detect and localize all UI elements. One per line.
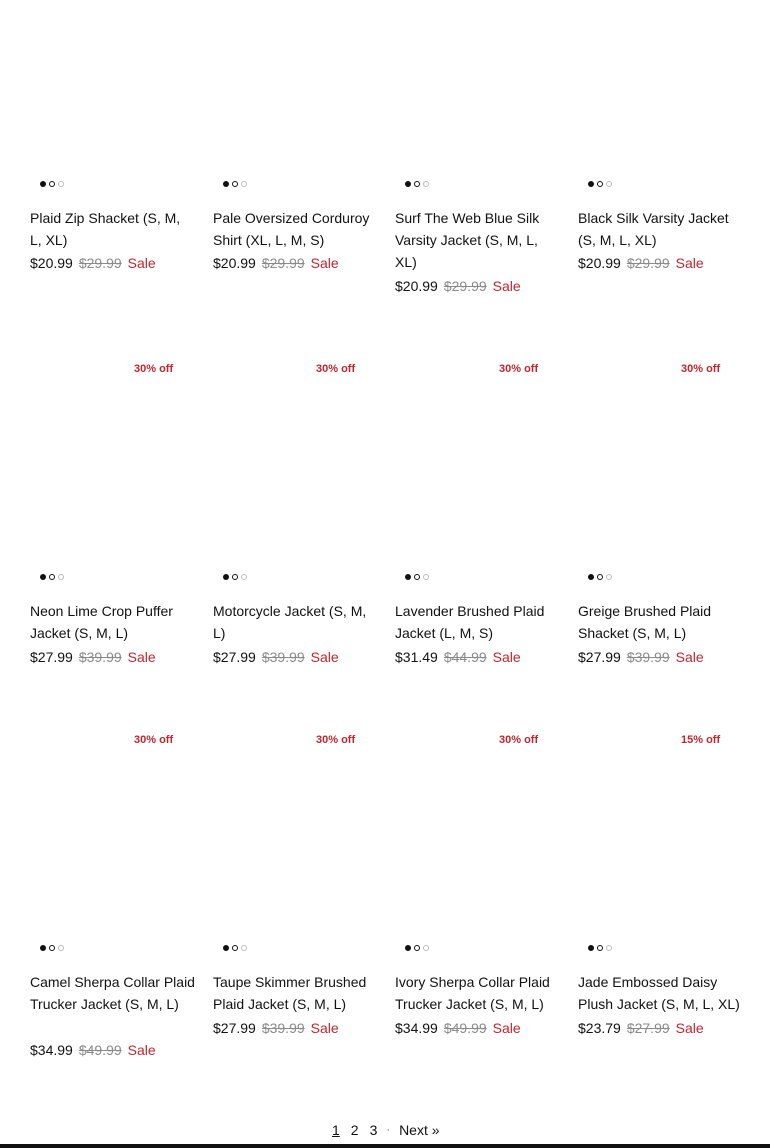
image-carousel-dots[interactable] bbox=[40, 574, 64, 580]
product-title[interactable]: Neon Lime Crop Puffer Jacket (S, M, L) bbox=[30, 603, 173, 641]
sale-price: $34.99 bbox=[30, 1042, 73, 1058]
image-carousel-dots[interactable] bbox=[223, 945, 247, 951]
product-price bbox=[578, 1020, 704, 1036]
product-price bbox=[30, 649, 156, 665]
carousel-dot-active-icon[interactable] bbox=[405, 574, 411, 580]
pagination bbox=[332, 1122, 440, 1138]
image-carousel-dots[interactable] bbox=[223, 181, 247, 187]
sale-label: Sale bbox=[127, 1042, 156, 1058]
carousel-dot-icon[interactable] bbox=[49, 945, 55, 951]
carousel-dot-icon[interactable] bbox=[423, 181, 429, 187]
carousel-dot-active-icon[interactable] bbox=[588, 945, 594, 951]
carousel-dot-icon[interactable] bbox=[414, 945, 420, 951]
carousel-dot-active-icon[interactable] bbox=[405, 181, 411, 187]
sale-label: Sale bbox=[492, 649, 521, 665]
carousel-dot-icon[interactable] bbox=[232, 574, 238, 580]
discount-badge: 30% off bbox=[499, 363, 539, 375]
next-page-link[interactable]: Next » bbox=[399, 1122, 440, 1138]
carousel-dot-icon[interactable] bbox=[58, 945, 64, 951]
sale-price: $23.79 bbox=[578, 1020, 621, 1036]
carousel-dot-icon[interactable] bbox=[606, 574, 612, 580]
discount-badge: 15% off bbox=[681, 734, 721, 746]
product-price bbox=[578, 649, 704, 665]
product-price bbox=[30, 1042, 156, 1058]
compare-price: $39.99 bbox=[78, 649, 122, 665]
sale-label: Sale bbox=[310, 649, 339, 665]
product-title[interactable]: Jade Embossed Daisy Plush Jacket (S, M, L, XL) bbox=[578, 974, 740, 1012]
carousel-dot-active-icon[interactable] bbox=[223, 181, 229, 187]
sale-price: $20.99 bbox=[213, 255, 256, 271]
sale-price: $20.99 bbox=[578, 255, 621, 271]
carousel-dot-icon[interactable] bbox=[241, 181, 247, 187]
product-price bbox=[213, 255, 339, 271]
carousel-dot-icon[interactable] bbox=[58, 574, 64, 580]
product-title[interactable]: Taupe Skimmer Brushed Plaid Jacket (S, M, L) bbox=[213, 974, 367, 1012]
compare-price: $49.99 bbox=[78, 1042, 122, 1058]
product-title[interactable]: Motorcycle Jacket (S, M, L) bbox=[213, 603, 367, 641]
sale-price: $27.99 bbox=[213, 649, 256, 665]
carousel-dot-icon[interactable] bbox=[597, 181, 603, 187]
product-title[interactable]: Plaid Zip Shacket (S, M, L, XL) bbox=[30, 210, 181, 248]
bottom-bar bbox=[0, 1144, 770, 1148]
sale-label: Sale bbox=[675, 649, 704, 665]
image-carousel-dots[interactable] bbox=[588, 181, 612, 187]
carousel-dot-icon[interactable] bbox=[49, 574, 55, 580]
product-title[interactable]: Black Silk Varsity Jacket (S, M, L, XL) bbox=[578, 210, 729, 248]
product-title[interactable]: Ivory Sherpa Collar Plaid Trucker Jacket (S, M, L) bbox=[395, 974, 550, 1012]
product-price bbox=[395, 278, 521, 294]
compare-price: $49.99 bbox=[443, 1020, 487, 1036]
product-title[interactable]: Pale Oversized Corduroy Shirt (XL, L, M, S) bbox=[213, 210, 370, 248]
sale-price: $20.99 bbox=[395, 278, 438, 294]
carousel-dot-active-icon[interactable] bbox=[223, 945, 229, 951]
page-link[interactable]: 3 bbox=[369, 1122, 378, 1138]
sale-price: $27.99 bbox=[30, 649, 73, 665]
page-link[interactable]: 2 bbox=[350, 1122, 359, 1138]
compare-price: $27.99 bbox=[626, 1020, 670, 1036]
carousel-dot-icon[interactable] bbox=[241, 574, 247, 580]
discount-badge: 30% off bbox=[316, 363, 356, 375]
image-carousel-dots[interactable] bbox=[405, 945, 429, 951]
carousel-dot-active-icon[interactable] bbox=[588, 574, 594, 580]
sale-label: Sale bbox=[310, 1020, 339, 1036]
carousel-dot-icon[interactable] bbox=[49, 181, 55, 187]
product-title[interactable]: Greige Brushed Plaid Shacket (S, M, L) bbox=[578, 603, 712, 641]
compare-price: $39.99 bbox=[626, 649, 670, 665]
image-carousel-dots[interactable] bbox=[588, 574, 612, 580]
carousel-dot-icon[interactable] bbox=[597, 574, 603, 580]
carousel-dot-icon[interactable] bbox=[232, 181, 238, 187]
sale-label: Sale bbox=[492, 278, 521, 294]
image-carousel-dots[interactable] bbox=[405, 574, 429, 580]
sale-price: $27.99 bbox=[578, 649, 621, 665]
sale-price: $31.49 bbox=[395, 649, 438, 665]
carousel-dot-active-icon[interactable] bbox=[405, 945, 411, 951]
compare-price: $29.99 bbox=[443, 278, 487, 294]
sale-price: $27.99 bbox=[213, 1020, 256, 1036]
product-price bbox=[30, 255, 156, 271]
discount-badge: 30% off bbox=[499, 734, 539, 746]
carousel-dot-active-icon[interactable] bbox=[40, 181, 46, 187]
compare-price: $39.99 bbox=[261, 649, 305, 665]
carousel-dot-icon[interactable] bbox=[232, 945, 238, 951]
carousel-dot-icon[interactable] bbox=[423, 574, 429, 580]
compare-price: $29.99 bbox=[78, 255, 122, 271]
sale-price: $34.99 bbox=[395, 1020, 438, 1036]
image-carousel-dots[interactable] bbox=[40, 181, 64, 187]
image-carousel-dots[interactable] bbox=[40, 945, 64, 951]
discount-badge: 30% off bbox=[316, 734, 356, 746]
compare-price: $29.99 bbox=[626, 255, 670, 271]
product-price bbox=[213, 1020, 339, 1036]
carousel-dot-icon[interactable] bbox=[58, 181, 64, 187]
product-price bbox=[395, 649, 521, 665]
discount-badge: 30% off bbox=[134, 734, 174, 746]
sale-label: Sale bbox=[492, 1020, 521, 1036]
sale-label: Sale bbox=[675, 1020, 704, 1036]
compare-price: $44.99 bbox=[443, 649, 487, 665]
carousel-dot-icon[interactable] bbox=[606, 945, 612, 951]
product-price bbox=[213, 649, 339, 665]
pagination-separator: · bbox=[386, 1124, 391, 1136]
discount-badge: 30% off bbox=[681, 363, 721, 375]
product-title[interactable]: Lavender Brushed Plaid Jacket (L, M, S) bbox=[395, 603, 545, 641]
product-title[interactable]: Surf The Web Blue Silk Varsity Jacket (S, M, L, XL) bbox=[395, 210, 540, 270]
sale-label: Sale bbox=[127, 649, 156, 665]
sale-label: Sale bbox=[127, 255, 156, 271]
sale-label: Sale bbox=[310, 255, 339, 271]
carousel-dot-active-icon[interactable] bbox=[40, 945, 46, 951]
carousel-dot-active-icon[interactable] bbox=[588, 181, 594, 187]
image-carousel-dots[interactable] bbox=[588, 945, 612, 951]
sale-label: Sale bbox=[675, 255, 704, 271]
compare-price: $29.99 bbox=[261, 255, 305, 271]
carousel-dot-icon[interactable] bbox=[241, 945, 247, 951]
carousel-dot-active-icon[interactable] bbox=[223, 574, 229, 580]
sale-price: $20.99 bbox=[30, 255, 73, 271]
product-title[interactable]: Camel Sherpa Collar Plaid Trucker Jacket (S, M, L) bbox=[30, 974, 195, 1012]
carousel-dot-icon[interactable] bbox=[597, 945, 603, 951]
carousel-dot-icon[interactable] bbox=[606, 181, 612, 187]
product-price bbox=[395, 1020, 521, 1036]
image-carousel-dots[interactable] bbox=[223, 574, 247, 580]
product-price bbox=[578, 255, 704, 271]
carousel-dot-icon[interactable] bbox=[414, 574, 420, 580]
image-carousel-dots[interactable] bbox=[405, 181, 429, 187]
carousel-dot-icon[interactable] bbox=[414, 181, 420, 187]
carousel-dot-icon[interactable] bbox=[423, 945, 429, 951]
carousel-dot-active-icon[interactable] bbox=[40, 574, 46, 580]
page-link-current[interactable]: 1 bbox=[332, 1122, 340, 1138]
discount-badge: 30% off bbox=[134, 363, 174, 375]
compare-price: $39.99 bbox=[261, 1020, 305, 1036]
